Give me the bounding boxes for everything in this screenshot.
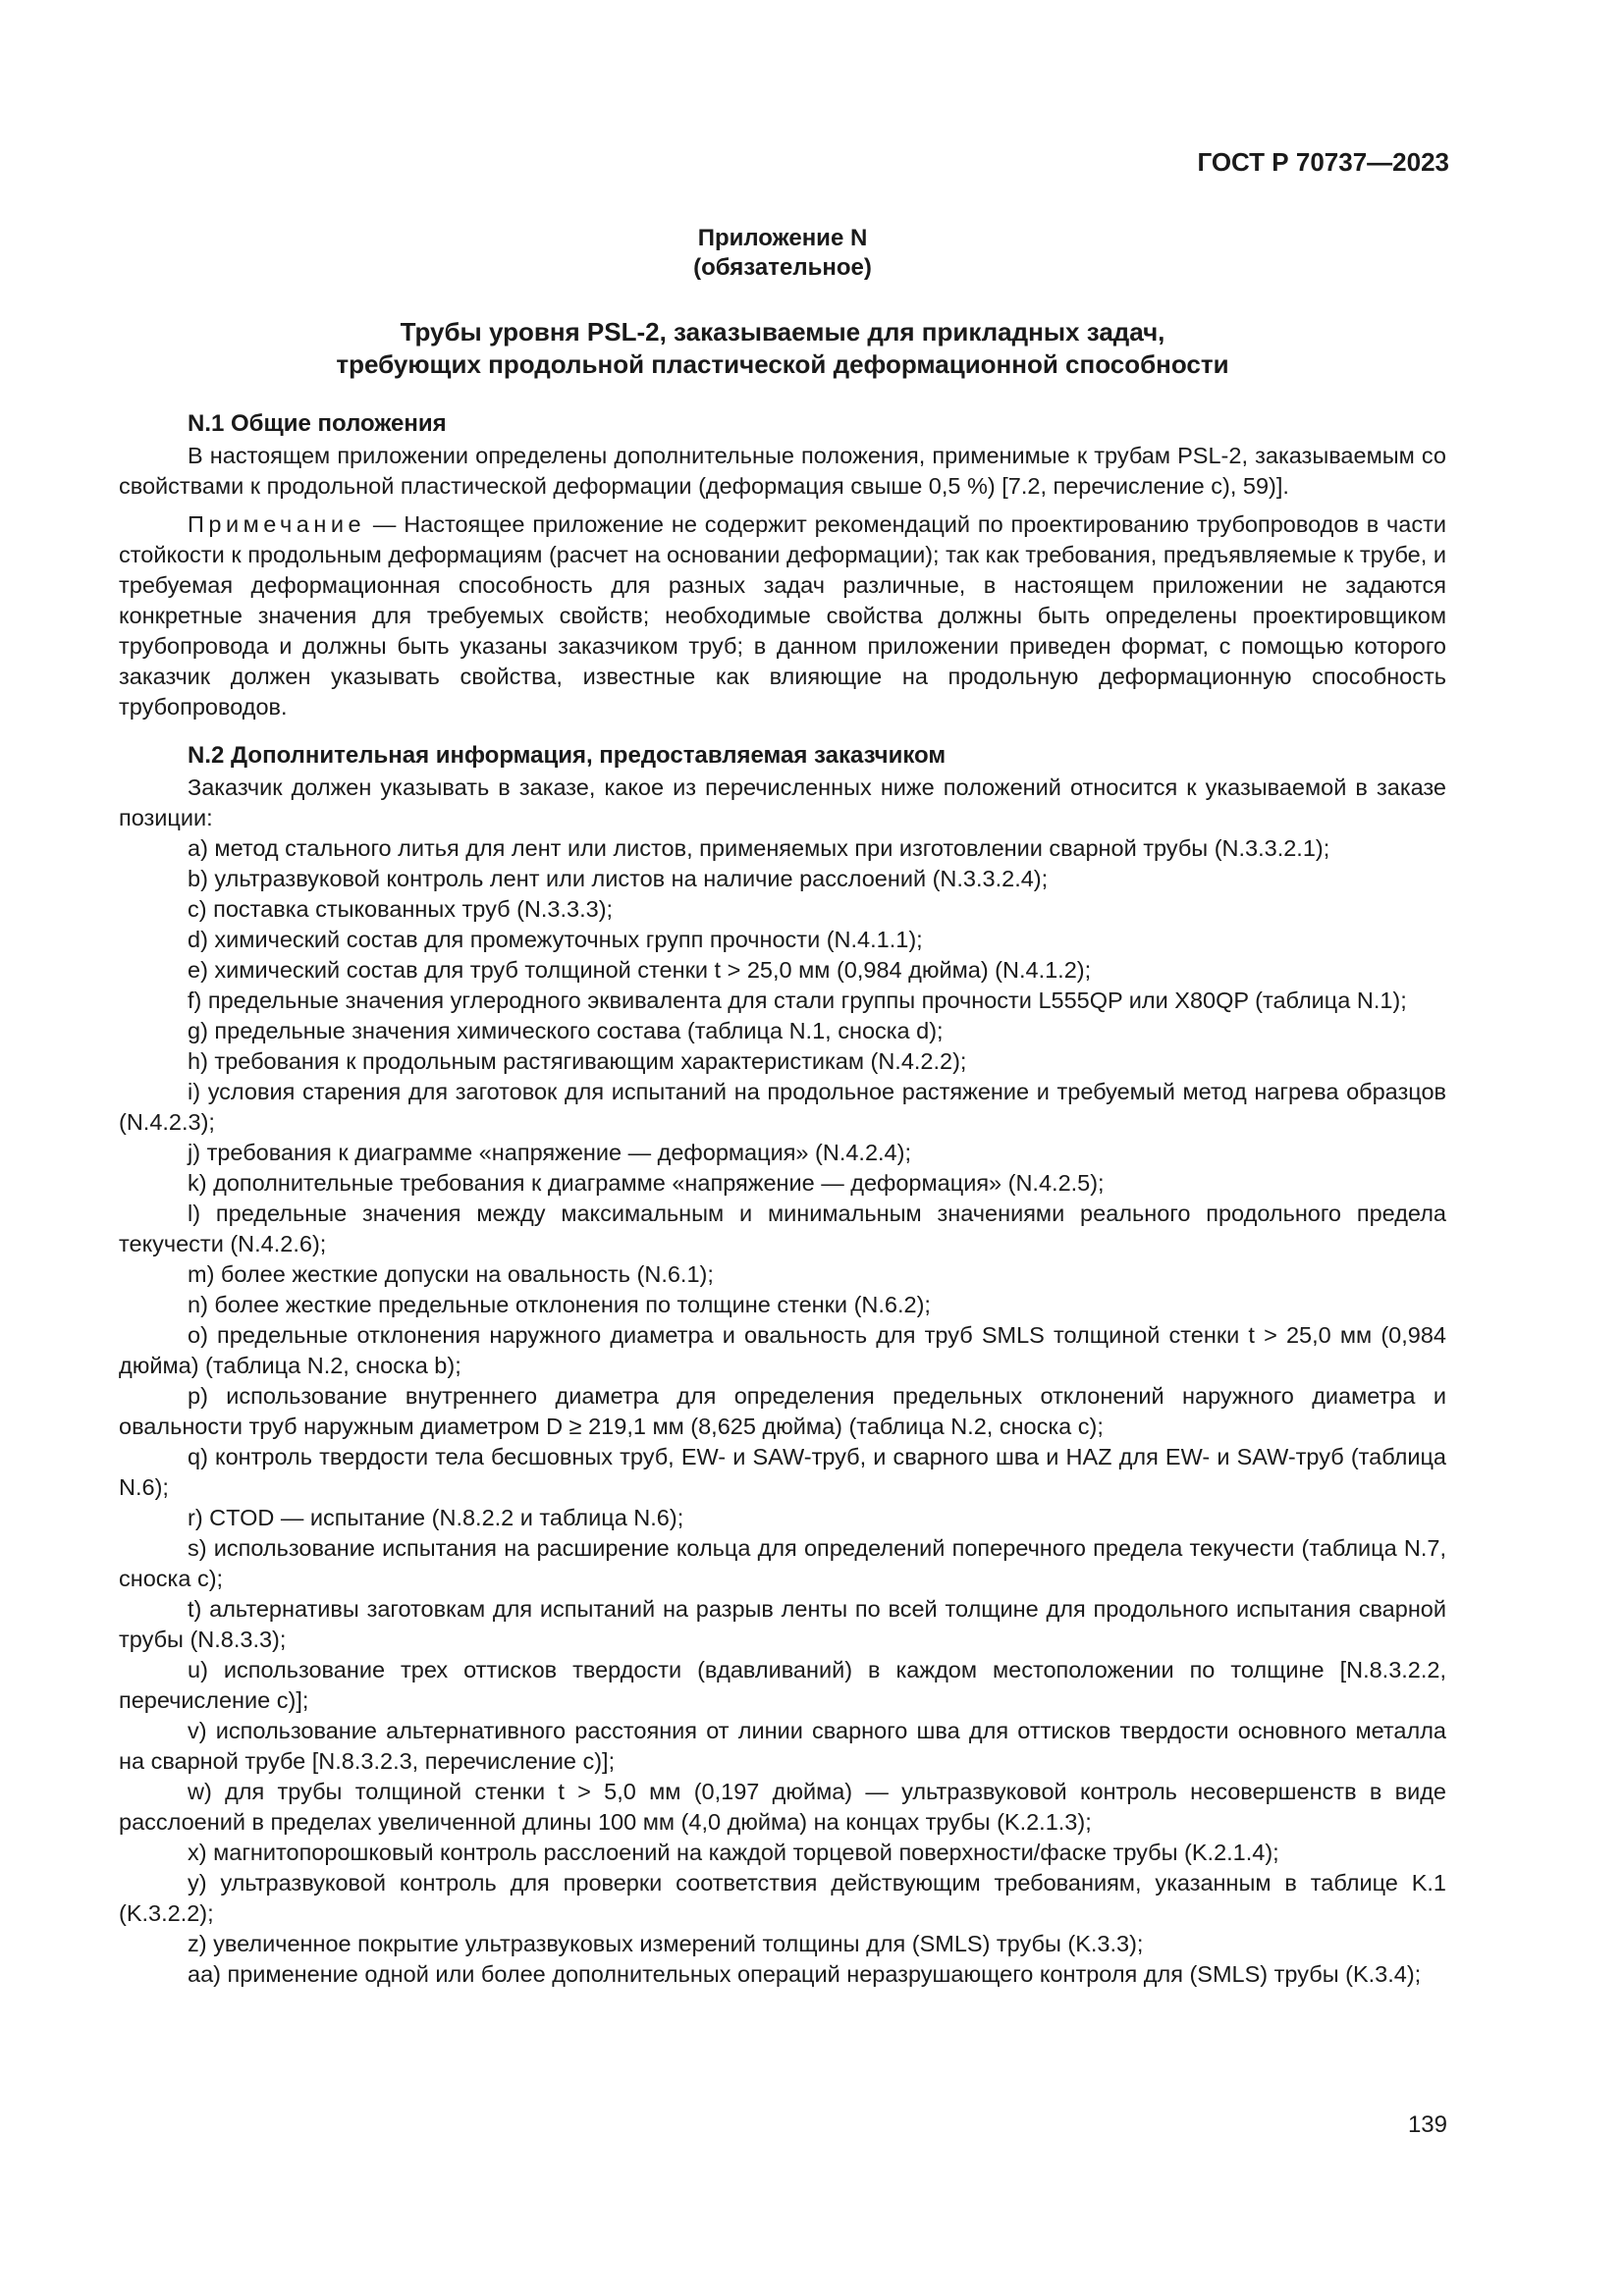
annex-title (119, 316, 1446, 381)
list-item: h) требования к продольным растягивающим характеристикам (N.4.2.2); (188, 1048, 967, 1074)
page-content (119, 224, 1446, 1990)
page-number: 139 (1407, 2111, 1447, 2138)
list-item: t) альтернативы заготовкам для испытаний на разрыв ленты по всей толщине для продольного испытания сварной трубы (N.8.3.3); (119, 1596, 1446, 1652)
section-heading-n1: N.1 Общие положения (188, 410, 447, 437)
annex-title-line-1: Трубы уровня PSL-2, заказываемые для прикладных задач, (400, 317, 1165, 347)
section-n1-paragraph: В настоящем приложении определены дополнительные положения, применимые к трубам PSL-2, заказываемым со свойствами к продольной пластической деформации (деформация свыше 0,5 %) [7.2, перечисление c), 59)]. (119, 443, 1446, 499)
annex-heading (119, 224, 1446, 283)
list-item: z) увеличенное покрытие ультразвуковых измерений толщины для (SMLS) трубы (K.3.3); (188, 1931, 1144, 1956)
list-item: x) магнитопорошковый контроль расслоений на каждой торцевой поверхности/фаске трубы (K.2.1.4); (188, 1840, 1279, 1865)
list-item: y) ультразвуковой контроль для проверки соответствия действующим требованиям, указанным в таблице K.1 (K.3.2.2); (119, 1870, 1446, 1926)
document-code: ГОСТ Р 70737—2023 (1197, 147, 1449, 177)
list-item: n) более жесткие предельные отклонения по толщине стенки (N.6.2); (188, 1292, 931, 1317)
list-item: c) поставка стыкованных труб (N.3.3.3); (188, 896, 614, 922)
annex-label: Приложение N (697, 225, 868, 251)
list-item: s) использование испытания на расширение кольца для определений поперечного предела текучести (таблица N.7, сноска c); (119, 1535, 1446, 1591)
list-item: u) использование трех оттисков твердости (вдавливаний) в каждом местоположении по толщине [N.8.3.2.2, перечисление c)]; (119, 1657, 1446, 1713)
list-item: d) химический состав для промежуточных групп прочности (N.4.1.1); (188, 927, 923, 952)
list-item: p) использование внутреннего диаметра для определения предельных отклонений наружного диаметра и овальности труб наружным диаметром D ≥ 219,1 мм (8,625 дюйма) (таблица N.2, сноска c); (119, 1383, 1446, 1439)
list-item: l) предельные значения между максимальным и минимальным значениями реального продольного предела текучести (N.4.2.6); (119, 1201, 1446, 1256)
annex-status: (обязательное) (693, 254, 872, 281)
list-item: v) использование альтернативного расстояния от линии сварного шва для оттисков твердости основного металла на сварной трубе [N.8.3.2.3, перечисление c)]; (119, 1718, 1446, 1774)
list-item: r) CTOD — испытание (N.8.2.2 и таблица N.6); (188, 1505, 684, 1530)
section-heading-n2: N.2 Дополнительная информация, предоставляемая заказчиком (188, 742, 947, 769)
section-n1-note (119, 509, 1446, 722)
requirements-list (119, 833, 1446, 1990)
list-item: e) химический состав для труб толщиной стенки t > 25,0 мм (0,984 дюйма) (N.4.1.2); (188, 957, 1092, 983)
list-item: i) условия старения для заготовок для испытаний на продольное растяжение и требуемый метод нагрева образцов (N.4.2.3); (119, 1079, 1446, 1135)
note-label: Примечание (188, 511, 366, 537)
list-item: j) требования к диаграмме «напряжение — деформация» (N.4.2.4); (188, 1140, 911, 1165)
list-item: q) контроль твердости тела бесшовных труб, EW- и SAW-труб, и сварного шва и HAZ для EW- и SAW-труб (таблица N.6); (119, 1444, 1446, 1500)
list-item: aa) применение одной или более дополнительных операций неразрушающего контроля для (SMLS) трубы (K.3.4); (188, 1961, 1422, 1987)
annex-title-line-2: требующих продольной пластической деформационной способности (336, 349, 1229, 379)
list-item: b) ультразвуковой контроль лент или листов на наличие расслоений (N.3.3.2.4); (188, 866, 1049, 891)
note-text: — Настоящее приложение не содержит рекомендаций по проектированию трубопроводов в части стойкости к продольным деформациям (расчет на основании деформации); так как требования, предъявляемые к трубе, и требуемая деформационная способность для разных задач различные, в настоящем приложении не задаются конкретные значения для требуемых свойств; необходимые свойства должны быть определены проектировщиком трубопровода и должны быть указаны заказчиком труб; в данном приложении приведен формат, с помощью которого заказчик должен указывать свойства, известные как влияющие на продольную деформационную способность трубопроводов. (119, 511, 1446, 720)
list-item: k) дополнительные требования к диаграмме «напряжение — деформация» (N.4.2.5); (188, 1170, 1105, 1196)
list-item: a) метод стального литья для лент или листов, применяемых при изготовлении сварной трубы (N.3.3.2.1); (188, 835, 1330, 861)
list-item: o) предельные отклонения наружного диаметра и овальность для труб SMLS толщиной стенки t > 25,0 мм (0,984 дюйма) (таблица N.2, сноска b); (119, 1322, 1446, 1378)
list-item: g) предельные значения химического состава (таблица N.1, сноска d); (188, 1018, 944, 1043)
section-n2-intro: Заказчик должен указывать в заказе, какое из перечисленных ниже положений относится к указываемой в заказе позиции: (119, 774, 1446, 830)
list-item: w) для трубы толщиной стенки t > 5,0 мм (0,197 дюйма) — ультразвуковой контроль несовершенств в виде расслоений в пределах увеличенной длины 100 мм (4,0 дюйма) на концах трубы (K.2.1.3); (119, 1779, 1446, 1835)
list-item: f) предельные значения углеродного эквивалента для стали группы прочности L555QP или X80QP (таблица N.1); (188, 988, 1407, 1013)
list-item: m) более жесткие допуски на овальность (N.6.1); (188, 1261, 714, 1287)
